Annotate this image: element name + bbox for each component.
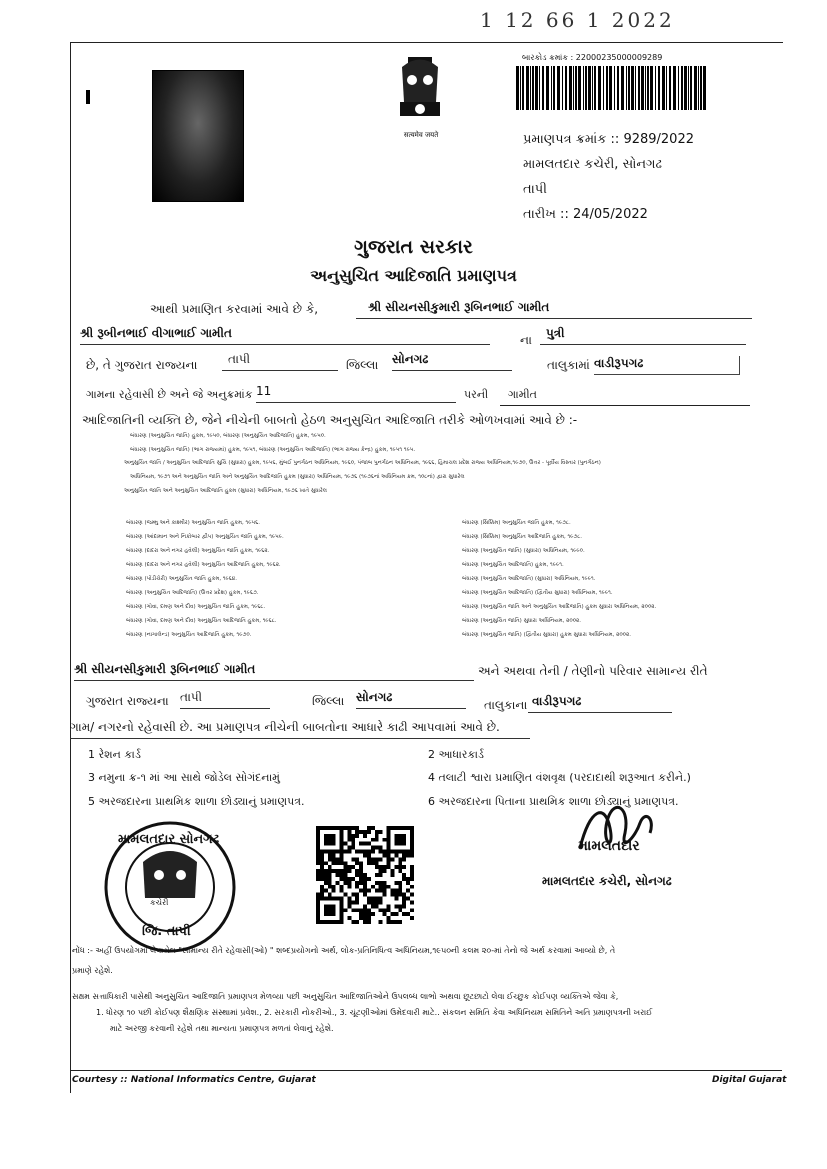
village-line: ગામ/ નગરનો રહેવાસી છે. આ પ્રમાણપત્ર નીચેની બાબતોના આધારે કાઢી આપવામાં આવે છે. (70, 720, 530, 739)
district-value-field: સોનગઢ (392, 352, 512, 371)
page-subtitle: અનુસુચિત આદિજાતિ પ્રમાણપત્ર (310, 266, 517, 285)
note-line: 1. ધોરણ ૧૦ પછી કોઈપણ શૈક્ષણિક સંસ્થામાં પ્રવેશ., 2. સરકારી નોકરીઓ., 3. ચૂંટણીઓમાં ઉમેદવારી માટે.. સંકલન સમિતિ કેવા અધિનિયમ સમિતિને અતિ પ્રમાણપત્રની ખરાઈ (96, 1008, 653, 1017)
district-field: તાપી (222, 352, 338, 371)
taluka-label: તાલુકામાં (547, 358, 590, 372)
taluka-value-field-2: વાડીરૂપગઢ (528, 694, 672, 713)
issuing-office: મામલતદાર કચેરી, સોનગઢ (523, 157, 662, 172)
law-left: બંધારણ (ગોવા, દમણ અને દીવ) અનુસુચિત જાતિ હુકમ, ૧૯૬૮. (126, 604, 266, 610)
law-line: અનુસુચિત જાતિ / અનુસુચિત આદિજાતિ સુચિ (સુધારા) હુકમ, ૧૯૫૬, મુંબઈ પુનર્ગઠન અધિનિયમ, ૧૯૬૦, પંજાબ પુનર્ગઠન અધિનિયમ, ૧૯૬૬, હિમાચલ પ્રદેશ રાજ્ય અધિનિયમ,૧૯૭૦, ઉત્તર - પૂર્વીય વિસ્તાર (પુનર્ગઠન) (124, 460, 601, 466)
law-right: બંધારણ (અનુસુચિત આદિજાતિ) હુકમ, ૧૯૯૧. (462, 562, 564, 568)
district-label: જિલ્લા (346, 358, 379, 372)
seal-top-text: મામલતદાર સોનગઢ (118, 832, 220, 847)
signatory-designation: મામલતદાર (578, 838, 640, 854)
barcode-icon (516, 66, 706, 110)
law-right: બંધારણ (સિક્કિમ) અનુસુચિત આદિજાતિ હુકમ, ૧૯૭૮. (462, 534, 583, 540)
relation-field: પુત્રી (540, 326, 746, 345)
law-left: બંધારણ (જમ્મુ અને કાશ્મીર) અનુસુચિત જાતિ હુકમ, ૧૯૫૬. (126, 520, 260, 526)
qr-code-icon (316, 826, 414, 924)
applicant-photo (152, 70, 244, 202)
taluka-label-2: તાલુકાના (484, 698, 528, 712)
law-left: બંધારણ (અનુસુચિત આદિજાતિ) (ઉત્તર પ્રદેશ) હુકમ, ૧૯૬૭. (126, 590, 259, 596)
parent-name-field: શ્રી રૂબીનભાઈ વીગાભાઈ ગામીત (80, 326, 490, 345)
certify-prefix: આથી પ્રમાણિત કરવામાં આવે છે કે, (150, 302, 319, 316)
seal-inner-text: કચેરી (150, 898, 169, 907)
document-item: 1 રેશન કાર્ડ (88, 748, 141, 761)
emblem-motto: सत्यमेव जयते (403, 131, 439, 139)
law-right: બંધારણ (અનુસુચિત આદિજાતિ) (સુધારા) અધિનિયમ, ૧૯૯૧. (462, 576, 596, 582)
note-line: નોંધ :- અહીં ઉપયોગમાં લેવાયેલ "સામાન્ય રીતે રહેવાસી(ઓ) " શબ્દપ્રયોગનો અર્થ, લોક-પ્રતિનિધિત્વ અધિનિયમ,૧૯૫૦ની કલમ ૨૦-માં તેનો જે અર્થ કરવામાં આવ્યો છે, તે (72, 946, 616, 955)
law-line: અનુસુચિત જાતિ અને અનુસુચિત આદિજાતિ હુકમ (સુધારા) અધિનિયમ, ૧૯૭૬ ખાતે સુધારેલ (124, 488, 327, 494)
taluka-field: વાડીરૂપગઢ (594, 356, 740, 375)
district-value-field-2: સોનગઢ (356, 690, 466, 709)
law-left: બંધારણ (ગોવા, દમણ અને દીવ) અનુસુચિત આદિજાતિ હુકમ, ૧૯૬૮. (126, 618, 277, 624)
tribe-statement: આદિજાતિની વ્યક્તિ છે, જેને નીચેની બાબતો હેઠળ અનુસુચિત આદિજાતિ તરીકે ઓળખવામાં આવે છે :- (82, 413, 578, 427)
district-label-2: જિલ્લા (312, 694, 345, 708)
state-value-field: તાપી (180, 690, 270, 709)
state-prefix-2: ગુજરાત રાજ્યના (86, 694, 169, 708)
signatory-office: મામલતદાર કચેરી, સોનગઢ (542, 874, 672, 888)
footer-courtesy: Courtesy :: National Informatics Centre, Gujarat (72, 1075, 316, 1085)
second-name-field: શ્રી સીયનસીકુમારી રૂબિનભાઈ ગામીત (74, 662, 474, 681)
village-prefix: ગામના રહેવાસી છે અને જે અનુક્રમાંક (86, 388, 253, 401)
law-right: બંધારણ (સિક્કિમ) અનુસુચિત જાતિ હુકમ, ૧૯૭૮. (462, 520, 571, 526)
law-line: બંધારણ (અનુસુચિત જાતિ) (ભાગ રાજ્યમાં) હુકમ, ૧૯૫૧, બંધારણ (અનુસુચિત આદિજાતિ) (ભાગ રાજ્ય કેન્દ્ર) હુકમ, ૧૯૫૧ ૧૯૫. (130, 447, 416, 453)
document-item: 2 આધારકાર્ડ (428, 748, 484, 761)
document-item: 6 અરજદારના પિતાના પ્રાથમિક શાળા છોડ્યાનું પ્રમાણપત્ર. (428, 795, 679, 808)
footer-divider (70, 1070, 782, 1071)
law-left: બંધારણ (દાદરા અને નગર હવેલી) અનુસુચિત જાતિ હુકમ, ૧૯૬૨. (126, 548, 270, 554)
divider (500, 405, 750, 406)
law-right: બંધારણ (અનુસુચિત જાતિ) (દ્વિતીય સુધારા) હુકમ સુધારા અધિનિયમ, ૨૦૦૨. (462, 632, 631, 638)
punch-mark (86, 90, 90, 104)
issuing-district: તાપી (523, 182, 547, 197)
law-left: બંધારણ (આંદામાન અને નિકોબાર દ્વીપ) અનુસુચિત જાતિ હુકમ, ૧૯૫૯. (126, 534, 284, 540)
footer-brand: Digital Gujarat (712, 1075, 787, 1085)
barcode-number: બારકોડ ક્રમાંક : 22000235000009289 (522, 53, 663, 62)
par-label: પરની (464, 388, 489, 401)
family-text: અને અથવા તેની / તેણીનો પરિવાર સામાન્ય રીતે (478, 664, 708, 678)
law-line: બંધારણ (અનુસુચિત જાતિ) હુકમ, ૧૯૫૦, બંધારણ (અનુસુચિત આદિજાતિ) હુકમ, ૧૯૫૦. (130, 433, 326, 439)
certificate-number: પ્રમાણપત્ર ક્રમાંક :: 9289/2022 (523, 132, 694, 147)
handwritten-number: 1 12 66 1 2022 (480, 8, 675, 32)
seal-bottom-text: જિ. તાપી (142, 924, 191, 939)
document-item: 5 અરજદારના પ્રાથમિક શાળા છોડ્યાનું પ્રમાણપત્ર. (88, 795, 305, 808)
person-name-field: શ્રી સીયનસીકુમારી રૂબિનભાઈ ગામીત (356, 300, 752, 319)
law-left: બંધારણ (દાદરા અને નગર હવેલી) અનુસુચિત આદિજાતિ હુકમ, ૧૯૬૨. (126, 562, 281, 568)
national-emblem-icon (390, 52, 450, 137)
serial-field: 11 (256, 384, 456, 403)
caste-value: ગામીત (508, 388, 537, 401)
law-right: બંધારણ (અનુસુચિત આદિજાતિ) (દ્વિતીય સુધારા) અધિનિયમ, ૧૯૯૧. (462, 590, 613, 596)
document-item: 3 નમુના ક્ર-૧ માં આ સાથે જોડેલ સોગંદનામું (88, 771, 280, 784)
law-left: બંધારણ (પોંડીચેરી) અનુસુચિત જાતિ હુકમ, ૧૯૬૪. (126, 576, 238, 582)
document-item: 4 તલાટી શ્વારા પ્રમાણિત વંશવૃક્ષ (પરદાદાથી શરૂઆત કરીને.) (428, 771, 691, 784)
page-title: ગુજરાત સરકાર (354, 236, 473, 258)
state-prefix: છે, તે ગુજરાત રાજ્યના (86, 358, 198, 372)
law-left: બંધારણ (નાગાલેન્ડ) અનુસુચિત આદિજાતિ હુકમ, ૧૯૭૦. (126, 632, 252, 638)
law-right: બંધારણ (અનુસુચિત જાતિ) (સુધારા) અધિનિયમ, ૧૯૯૦. (462, 548, 585, 554)
note-line: પ્રમાણે રહેશે. (72, 966, 113, 975)
law-line: અધિનિયમ, ૧૯૭૧ અને અનુસુચિત જાતિ અને અનુસુચિત આદિજાતિ હુકમ (સુધારા) અધિનિયમ, ૧૯૭૬ (૧૯૭૬નાં અધિનિયમ ક્રમ, ૧૦૮નાં) દ્વારા સુધારેલ (130, 474, 465, 480)
na-label: ના (520, 333, 532, 347)
law-right: બંધારણ (અનુસુચિત જાતિ અને અનુસુચિત આદિજાતિ) હુકમ સુધારા અધિનિયમ, ૨૦૦૨. (462, 604, 657, 610)
issue-date: તારીખ :: 24/05/2022 (523, 207, 648, 222)
note-line: સક્ષમ સત્તાધિકારી પાસેથી અનુસુચિત આદિજાતિ પ્રમાણપત્ર મેળવ્યા પછી અનુસુચિત આદિજાતિઓને ઉપલબ્ધ લાભો અથવા છૂટછાટો લેવા ઈચ્છુક કોઈપણ વ્યક્તિએ જેવા કે, (72, 992, 619, 1001)
law-right: બંધારણ (અનુસુચિત જાતિ) સુધારા અધિનિયમ, ૨૦૦૨. (462, 618, 582, 624)
note-line: માટે અરજી કરવાની રહેશે તથા માન્યતા પ્રમાણપત્ર મળતાં લેવાનું રહેશે. (110, 1024, 334, 1033)
